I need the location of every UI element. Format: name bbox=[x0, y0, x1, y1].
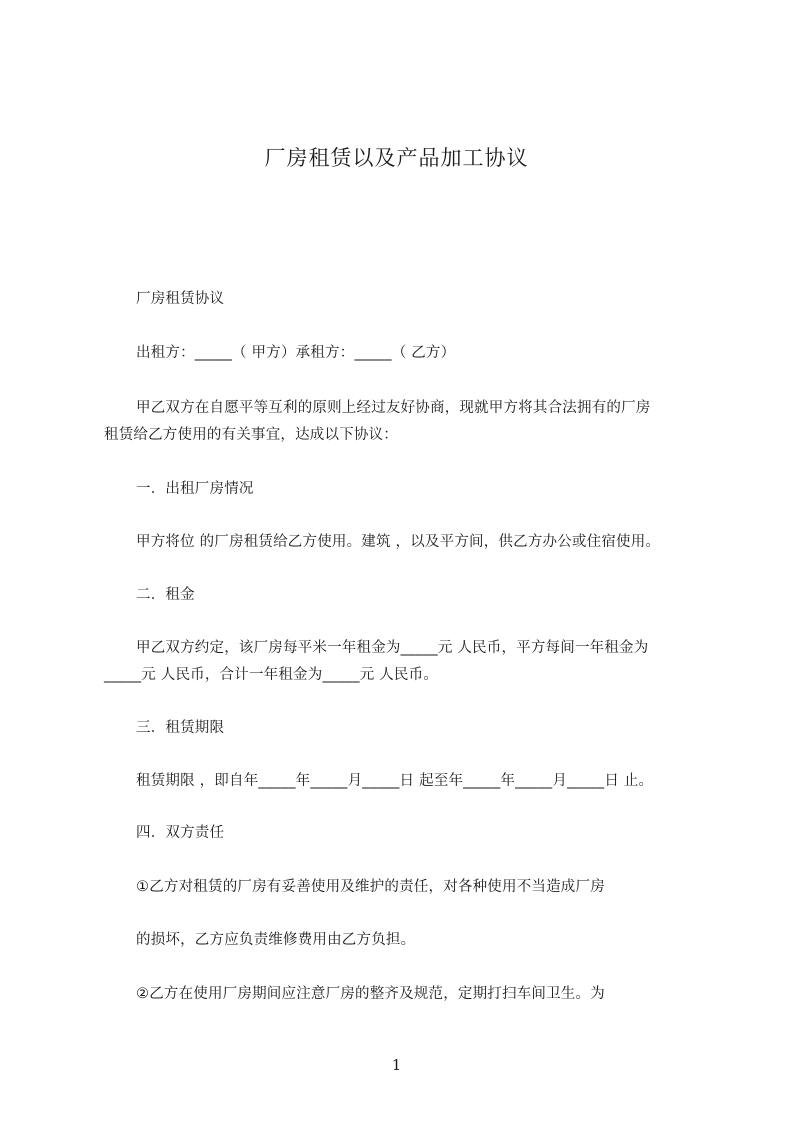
section-2-body-line-2: _____元 人民币，合计一年租金为_____元 人民币。 bbox=[104, 667, 439, 683]
section-heading-1: 一．出租厂房情况 bbox=[136, 481, 254, 497]
page-number: 1 bbox=[391, 1056, 402, 1074]
section-1-body: 甲方将位 的厂房租赁给乙方使用。建筑 ，以及平方间，供乙方办公或住宿使用。 bbox=[136, 534, 661, 550]
section-3-body: 租赁期限 ，即自年_____年_____月_____日 起至年_____年_____月_____日 止。 bbox=[136, 773, 654, 789]
parties-line: 出租方：_____（ 甲方）承租方：_____（ 乙方） bbox=[136, 345, 456, 361]
section-heading-3: 三．租赁期限 bbox=[136, 720, 225, 736]
preamble-line-1: 甲乙双方在自愿平等互利的原则上经过友好协商，现就甲方将其合法拥有的厂房 bbox=[136, 400, 651, 416]
section-4-clause-1-line-2: 的损坏，乙方应负责维修费用由乙方负担。 bbox=[136, 932, 416, 948]
section-heading-2: 二．租金 bbox=[136, 587, 195, 603]
preamble-line-2: 租赁给乙方使用的有关事宜，达成以下协议： bbox=[104, 427, 398, 443]
document-title: 厂房租赁以及产品加工协议 bbox=[264, 146, 529, 170]
section-heading-4: 四．双方责任 bbox=[136, 825, 225, 841]
section-4-clause-1-line-1: ①乙方对租赁的厂房有妥善使用及维护的责任，对各种使用不当造成厂房 bbox=[136, 879, 605, 895]
section-4-clause-2-line-1: ②乙方在使用厂房期间应注意厂房的整齐及规范，定期打扫车间卫生。为 bbox=[136, 986, 605, 1002]
section-heading-lease-agreement: 厂房租赁协议 bbox=[136, 291, 225, 307]
section-2-body-line-1: 甲乙双方约定，该厂房每平米一年租金为_____元 人民币，平方每间一年租金为 bbox=[136, 640, 649, 656]
